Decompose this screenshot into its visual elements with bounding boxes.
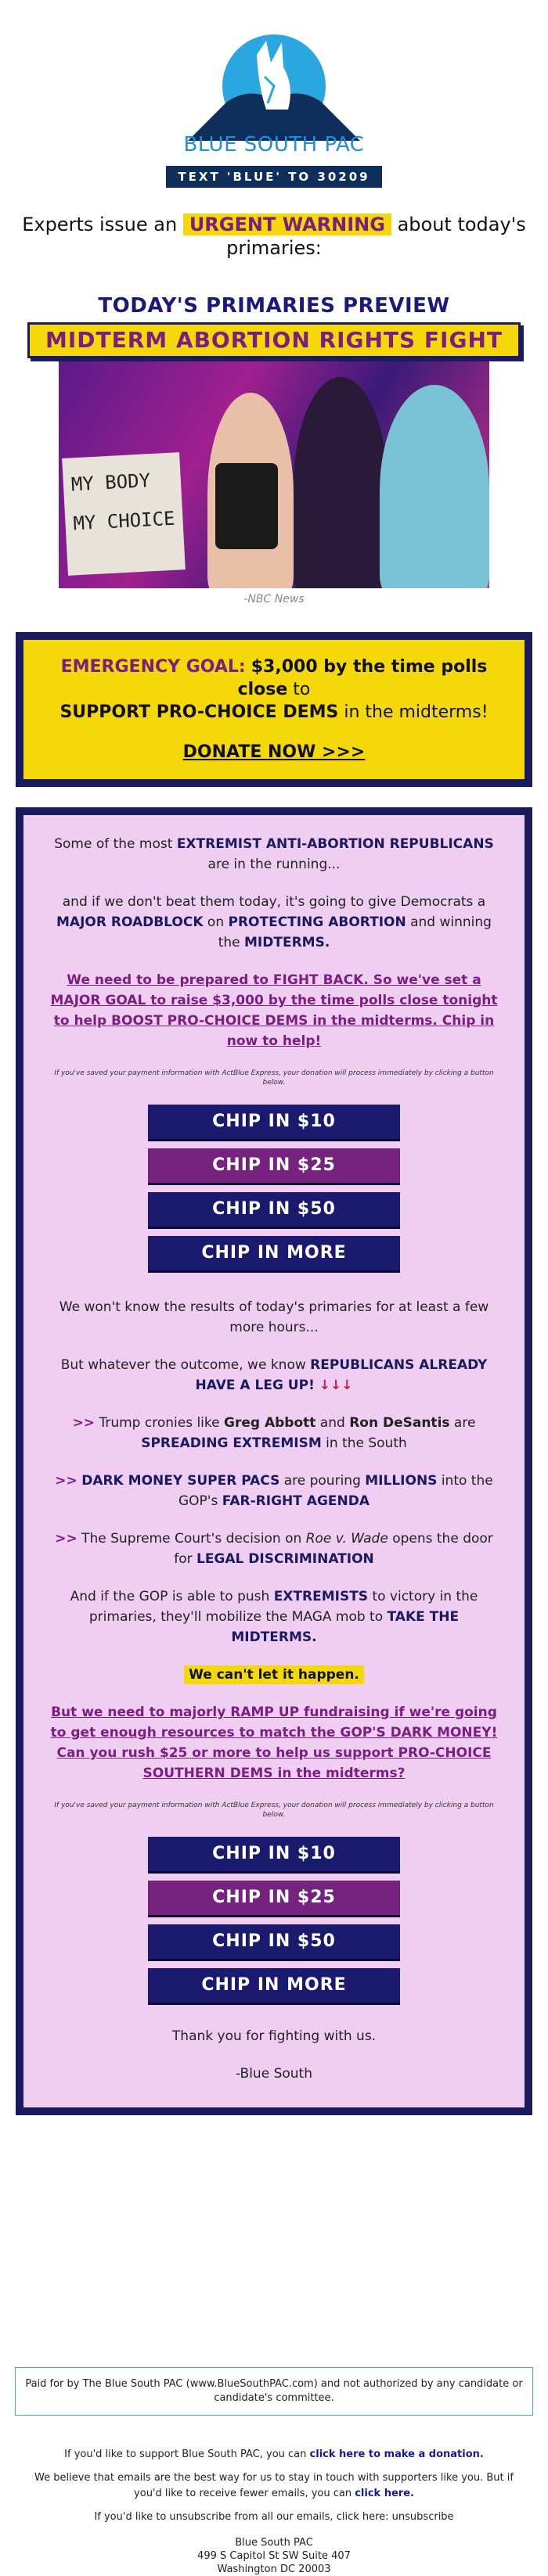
unsubscribe-line[interactable]: If you'd like to unsubscribe from all our emails, click here: unsubscribe (94, 2511, 454, 2523)
bold-text: EXTREMIST ANTI-ABORTION REPUBLICANS (176, 836, 494, 852)
bold-text: Ron DeSantis (349, 1415, 450, 1431)
italic-text: Roe v. Wade (305, 1531, 388, 1547)
footer (0, 2447, 548, 2576)
thanks-line: Thank you for fighting with us. (171, 2028, 377, 2044)
text: in the South (321, 1435, 407, 1451)
photo-figure (380, 385, 489, 588)
logo-name: BLUE SOUTH PAC (183, 133, 365, 156)
chip-in-more-button-2[interactable]: CHIP IN MORE (148, 1968, 400, 2003)
paragraph-3: We won't know the results of today's primaries for at least a few more hours... (59, 1299, 489, 1335)
goal-support-text: SUPPORT PRO-CHOICE DEMS (59, 702, 339, 722)
text: Trump cronies like (95, 1415, 224, 1431)
bold-text: SPREADING EXTREMISM (141, 1435, 322, 1451)
main-content-inner (23, 815, 525, 2107)
photo-figure (294, 377, 388, 588)
bold-text: EXTREMISTS (273, 1589, 369, 1604)
chip-in-more-button[interactable]: CHIP IN MORE (148, 1236, 400, 1270)
bold-text: Greg Abbott (224, 1415, 316, 1431)
address-line: 499 S Capitol St SW Suite 407 (197, 2550, 351, 2562)
paragraph-5 (45, 1586, 503, 1647)
text: are in the running... (207, 857, 341, 872)
text: Some of the most (54, 836, 177, 852)
text: into the GOP's (178, 1473, 493, 1509)
text: But whatever the outcome, we know (60, 1357, 311, 1373)
bullet-arrow-icon: >> (72, 1415, 96, 1431)
intro-text: Experts issue an (22, 214, 183, 235)
bold-text: LEGAL DISCRIMINATION (196, 1551, 374, 1567)
bold-text: MAJOR ROADBLOCK (56, 914, 204, 930)
address-line: Washington DC 20003 (217, 2563, 331, 2575)
bold-text: REPUBLICANS ALREADY HAVE A LEG UP! (195, 1357, 488, 1393)
photo-protest-sign (62, 452, 186, 576)
text: opens the door for (174, 1531, 493, 1567)
text: and (315, 1415, 350, 1431)
donate-now-link[interactable]: DONATE NOW >>> (182, 742, 366, 762)
text: We believe that emails are the best way for us to stay in touch with supporters like you. But if you'd like to receive fewer emails, you can (34, 2472, 514, 2499)
fewer-emails-link[interactable]: click here. (355, 2488, 414, 2499)
protest-photo (59, 361, 489, 588)
fight-back-link[interactable]: We need to be prepared to FIGHT BACK. So we've set a MAJOR GOAL to raise $3,000 by the time polls close tonight to help BOOST PRO-CHOICE DEMS in the midterms. Chip in now to help! (50, 972, 498, 1049)
paragraph-4 (45, 1355, 503, 1396)
paragraph-1 (45, 834, 503, 875)
photo-figure (215, 463, 278, 549)
urgent-warning-highlight: URGENT WARNING (183, 214, 391, 235)
text: on (203, 914, 229, 930)
text: and winning the (218, 914, 492, 950)
logo-text-bar: TEXT 'BLUE' TO 30209 (166, 166, 382, 188)
text: to victory in the primaries, they'll mobilize the MAGA mob to (88, 1589, 478, 1625)
text: The Supreme Court's decision on (77, 1531, 306, 1547)
text: If you'd like to support Blue South PAC, you can (64, 2448, 310, 2460)
bold-text: TAKE THE MIDTERMS. (231, 1609, 460, 1645)
goal-label: EMERGENCY GOAL: (60, 657, 246, 677)
text: and if we don't beat them today, it's going to give Democrats a (62, 894, 486, 910)
bullet-3 (45, 1529, 503, 1569)
header-logo (0, 0, 548, 196)
signature: -Blue South (236, 2066, 312, 2082)
text: are pouring (279, 1473, 366, 1489)
bullet-arrow-icon: >> (55, 1473, 78, 1489)
bold-text: PROTECTING ABORTION (228, 914, 406, 930)
bold-text: FAR-RIGHT AGENDA (222, 1493, 370, 1509)
bullet-1 (45, 1413, 503, 1453)
actblue-note: If you've saved your payment information with ActBlue Express, your donation will process immediately by clicking a button below. (54, 1069, 494, 1087)
sign-text-line2: MY CHOICE (72, 507, 176, 535)
emergency-goal-box (16, 632, 532, 787)
chip-in-10-button-2[interactable]: CHIP IN $10 (148, 1837, 400, 1871)
chip-in-25-button[interactable]: CHIP IN $25 (148, 1148, 400, 1183)
actblue-note-2: If you've saved your payment information with ActBlue Express, your donation will process immediately by clicking a button below. (54, 1802, 494, 1819)
goal-tail: in the midterms! (338, 702, 489, 722)
bold-text: MIDTERMS. (244, 935, 330, 950)
bold-text: DARK MONEY SUPER PACS (81, 1473, 280, 1489)
headline-banner: MIDTERM ABORTION RIGHTS FIGHT (27, 322, 521, 358)
support-line (31, 2447, 517, 2463)
down-arrows-icon: ↓↓↓ (314, 1378, 353, 1393)
text: are (449, 1415, 476, 1431)
chip-in-50-button[interactable]: CHIP IN $50 (148, 1192, 400, 1227)
bullet-2 (45, 1471, 503, 1511)
chip-in-10-button[interactable]: CHIP IN $10 (148, 1105, 400, 1139)
fewer-emails-line (31, 2470, 517, 2502)
goal-text: to (287, 680, 311, 699)
donkey-logo-icon (157, 31, 391, 141)
chip-in-50-button-2[interactable]: CHIP IN $50 (148, 1924, 400, 1959)
sign-text-line1: MY BODY (70, 469, 151, 496)
address-line: Blue South PAC (235, 2537, 313, 2549)
emergency-goal-inner (23, 640, 525, 779)
text: And if the GOP is able to push (70, 1589, 274, 1604)
main-content-box (16, 807, 532, 2115)
paid-for-disclaimer: Paid for by The Blue South PAC (www.BlueSouthPAC.com) and not authorized by any candidate or candidate's committee. (15, 2367, 533, 2416)
ramp-up-link[interactable]: But we need to majorly RAMP UP fundraising if we're going to get enough resources to match the GOP'S DARK MONEY! Can you rush $25 or more to help us support PRO-CHOICE SOUTHERN DEMS in the midterms? (50, 1705, 498, 1781)
cant-let-it-happen-highlight: We can't let it happen. (184, 1665, 364, 1684)
photo-caption: -NBC News (243, 593, 305, 605)
mailing-address (31, 2536, 517, 2576)
preview-title: TODAY'S PRIMARIES PREVIEW (98, 294, 450, 318)
intro-text-tail: about today's primaries: (226, 214, 526, 259)
paragraph-2 (45, 892, 503, 953)
bullet-arrow-icon: >> (55, 1531, 78, 1547)
bold-text: MILLIONS (365, 1473, 438, 1489)
chip-in-25-button-2[interactable]: CHIP IN $25 (148, 1881, 400, 1915)
urgent-warning-line (0, 213, 548, 260)
make-donation-link[interactable]: click here to make a donation. (309, 2448, 484, 2460)
goal-amount: $3,000 by the time polls close (237, 657, 488, 699)
